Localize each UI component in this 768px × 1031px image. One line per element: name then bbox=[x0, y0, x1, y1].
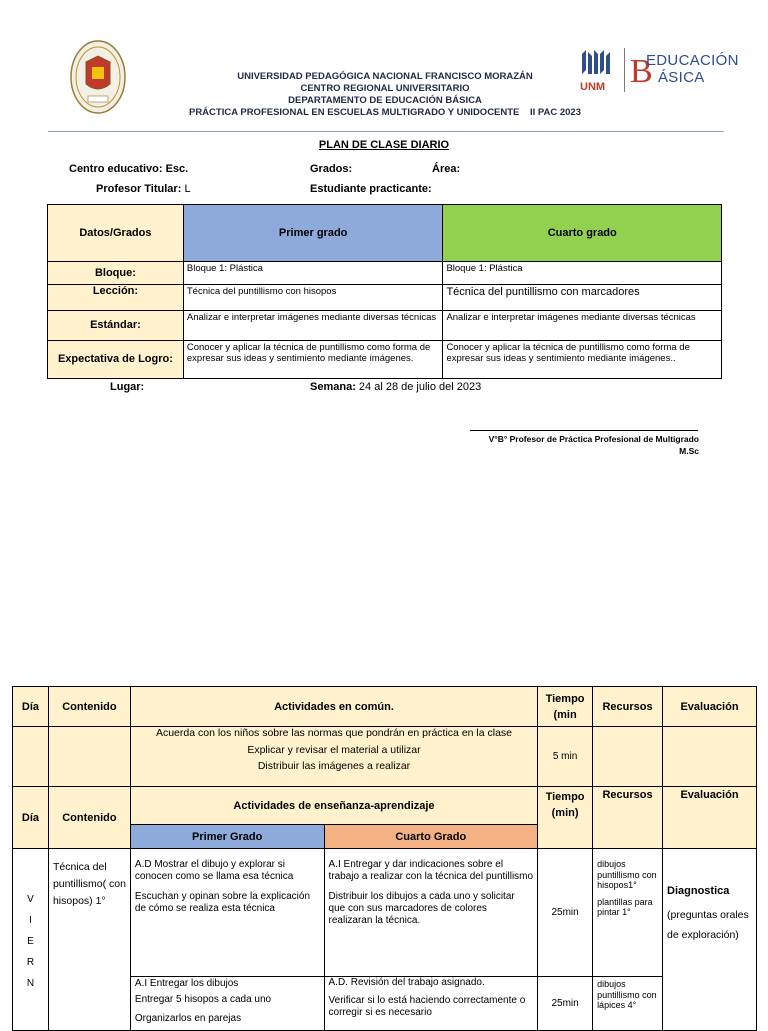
logo-text-line2: ÁSICA bbox=[658, 69, 705, 86]
page-title: PLAN DE CLASE DIARIO bbox=[318, 139, 450, 151]
header-dia: Día bbox=[13, 687, 49, 727]
evaluacion-cell bbox=[663, 849, 757, 1031]
common-activity-1: Acuerda con los niños sobre las normas que pondrán en práctica en la clase bbox=[155, 727, 513, 739]
dia-letter: R bbox=[26, 957, 35, 968]
header-line-3: DEPARTAMENTO DE EDUCACIÓN BÁSICA bbox=[288, 95, 482, 106]
centro-label: Centro educativo: bbox=[69, 163, 163, 175]
row-label-expectativa: Expectativa de Logro: bbox=[48, 341, 184, 379]
area-label: Área: bbox=[432, 163, 461, 175]
header-evaluacion: Evaluación bbox=[663, 687, 757, 727]
table-header-row bbox=[48, 205, 722, 262]
common-activity-3: Distribuir las imágenes a realizar bbox=[257, 760, 411, 772]
estudiante-label: Estudiante practicante: bbox=[310, 183, 432, 195]
cell-bloque-primer: Bloque 1: Plástica bbox=[183, 262, 443, 285]
row-label-leccion: Lección: bbox=[48, 285, 184, 311]
header-cuarto-grado-2: Cuarto Grado bbox=[324, 825, 538, 849]
table-header-row bbox=[13, 787, 757, 825]
table-row bbox=[48, 262, 722, 285]
common-activity-2: Explicar y revisar el material a utilizar bbox=[247, 744, 421, 756]
common-activities-cell bbox=[130, 727, 537, 787]
cell-leccion-cuarto: Técnica del puntillismo con marcadores bbox=[443, 285, 722, 311]
educacion-basica-logo bbox=[646, 52, 739, 86]
activities-table bbox=[12, 686, 757, 1031]
header-recursos-2: Recursos bbox=[593, 787, 663, 849]
centro-value: Esc. bbox=[165, 163, 189, 175]
activity-text: A.D. Revisión del trabajo asignado. bbox=[328, 977, 485, 988]
table-row bbox=[48, 311, 722, 341]
dia-letter: E bbox=[27, 936, 34, 947]
empty-cell bbox=[593, 727, 663, 787]
contenido-cell: Técnica del puntillismo( con hisopos) 1° bbox=[48, 849, 130, 1031]
row-label-estandar: Estándar: bbox=[48, 311, 184, 341]
resource-text: plantillas para pintar 1° bbox=[597, 896, 653, 917]
lugar-label: Lugar: bbox=[110, 381, 145, 393]
empty-cell bbox=[13, 727, 49, 787]
resource-text: dibujos puntillismo con hisopos1° bbox=[597, 859, 657, 890]
row2-tiempo: 25min bbox=[538, 977, 593, 1031]
header-divider bbox=[48, 131, 724, 132]
header-contenido: Contenido bbox=[48, 687, 130, 727]
activity-text: Escuchan y opinan sobre la explicación de cómo se realiza esta técnica bbox=[134, 891, 311, 914]
cell-estandar-primer: Analizar e interpretar imágenes mediante diversas técnicas bbox=[183, 311, 443, 341]
row2-primer-grado bbox=[130, 977, 324, 1031]
header-datos-grados: Datos/Grados bbox=[48, 205, 184, 262]
header-primer-grado-2: Primer Grado bbox=[130, 825, 324, 849]
row2-cuarto-grado bbox=[324, 977, 538, 1031]
activity-text: A.I Entregar y dar indicaciones sobre el trabajo a realizar con la técnica del puntillismo bbox=[328, 859, 534, 882]
institution-header bbox=[150, 71, 620, 119]
dia-letter: I bbox=[29, 915, 32, 926]
unm-logo bbox=[578, 48, 618, 93]
table-header-row bbox=[13, 687, 757, 727]
row-label-bloque: Bloque: bbox=[48, 262, 184, 285]
activity-text: Verificar si lo está haciendo correctamente o corregir si es necesario bbox=[328, 995, 526, 1018]
table-row bbox=[13, 849, 757, 977]
empty-cell bbox=[48, 727, 130, 787]
row1-primer-grado bbox=[130, 849, 324, 977]
row1-tiempo: 25min bbox=[538, 849, 593, 977]
header-cuarto-grado: Cuarto grado bbox=[443, 205, 722, 262]
evaluacion-title: Diagnostica bbox=[667, 885, 730, 897]
cell-leccion-primer: Técnica del puntillismo con hisopos bbox=[183, 285, 443, 311]
book-icon bbox=[578, 48, 618, 76]
header-tiempo-2: Tiempo (min) bbox=[538, 787, 593, 849]
dia-letter: V bbox=[27, 894, 34, 905]
activity-text: A.D Mostrar el dibujo y explorar si conocen como se llama esa técnica bbox=[134, 859, 294, 882]
header-recursos: Recursos bbox=[593, 687, 663, 727]
cell-bloque-cuarto: Bloque 1: Plástica bbox=[443, 262, 722, 285]
header-contenido-2: Contenido bbox=[48, 787, 130, 849]
header-line-2: CENTRO REGIONAL UNIVERSITARIO bbox=[300, 83, 470, 94]
logo-divider bbox=[624, 48, 625, 92]
semana-label: Semana: bbox=[310, 381, 356, 393]
activity-text: Organizarlos en parejas bbox=[134, 1013, 242, 1024]
header-evaluacion-2: Evaluación bbox=[663, 787, 757, 849]
grados-label: Grados: bbox=[310, 163, 353, 175]
dia-viernes bbox=[13, 849, 49, 1031]
semana bbox=[310, 381, 481, 393]
row1-cuarto-grado bbox=[324, 849, 538, 977]
signature-title: V°B° Profesor de Práctica Profesional de Multigrado bbox=[488, 434, 699, 444]
header-tiempo: Tiempo (min bbox=[538, 687, 593, 727]
table-row bbox=[13, 727, 757, 787]
profesor-titular bbox=[96, 183, 191, 195]
header-line-1: UNIVERSIDAD PEDAGÓGICA NACIONAL FRANCISCO MORAZÁN bbox=[237, 71, 533, 82]
logo-text-line1: EDUCACIÓN bbox=[646, 52, 739, 69]
table-row bbox=[48, 285, 722, 311]
signature-degree: M.Sc bbox=[679, 446, 699, 456]
logo-b-letter: B bbox=[630, 53, 653, 90]
unm-logo-text: UNM bbox=[580, 81, 606, 93]
header-line-4: PRÁCTICA PROFESIONAL EN ESCUELAS MULTIGRADO Y UNIDOCENTE II PAC 2023 bbox=[188, 107, 581, 118]
empty-cell bbox=[663, 727, 757, 787]
signature-line bbox=[470, 430, 698, 431]
header-actividades-comun: Actividades en común. bbox=[130, 687, 537, 727]
activity-text: Distribuir los dibujos a cada uno y solicitar que con sus marcadores de colores realizaran la técnica. bbox=[328, 891, 515, 926]
cell-estandar-cuarto: Analizar e interpretar imágenes mediante diversas técnicas bbox=[443, 311, 722, 341]
cell-expectativa-cuarto: Conocer y aplicar la técnica de puntillismo como forma de expresar sus ideas y sentimiento mediante imágenes.. bbox=[443, 341, 722, 379]
row1-recursos bbox=[593, 849, 663, 977]
row2-recursos: dibujos puntillismo con lápices 4° bbox=[593, 977, 663, 1031]
evaluacion-text: (preguntas orales de exploración) bbox=[667, 909, 749, 941]
centro-educativo bbox=[69, 163, 188, 175]
activity-text: A.I Entregar los dibujos bbox=[134, 978, 239, 989]
table-row bbox=[48, 341, 722, 379]
header-dia-2: Día bbox=[13, 787, 49, 849]
common-tiempo: 5 min bbox=[538, 727, 593, 787]
cell-expectativa-primer: Conocer y aplicar la técnica de puntillismo como forma de expresar sus ideas y sentimiento mediante imágenes. bbox=[183, 341, 443, 379]
profesor-label: Profesor Titular: bbox=[96, 183, 182, 195]
grades-data-table bbox=[47, 204, 722, 379]
header-primer-grado: Primer grado bbox=[183, 205, 443, 262]
signature-block bbox=[440, 433, 699, 457]
university-seal-logo bbox=[70, 40, 126, 114]
profesor-value: L bbox=[184, 183, 191, 195]
header-ensenanza: Actividades de enseñanza-aprendizaje bbox=[130, 787, 537, 825]
dia-letter: N bbox=[26, 978, 35, 989]
activity-text: Entregar 5 hisopos a cada uno bbox=[134, 994, 272, 1005]
semana-value: 24 al 28 de julio del 2023 bbox=[358, 381, 482, 393]
